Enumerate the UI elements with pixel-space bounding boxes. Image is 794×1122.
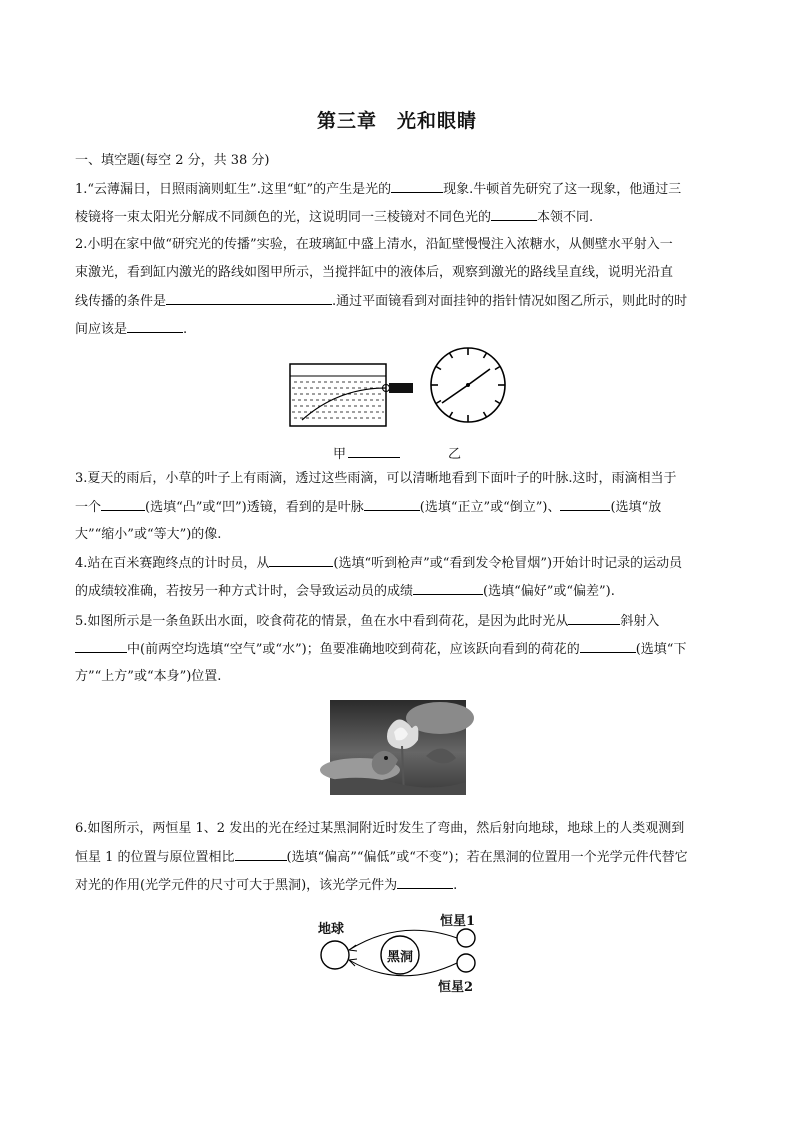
q6-text: (选填“偏高”“偏低”或“不变”)；若在黑洞的位置用一个光学元件代替它 — [286, 850, 688, 865]
clock-figure — [428, 345, 508, 425]
q2-text: 间应该是 — [75, 322, 128, 337]
q2-line-4 — [75, 320, 187, 339]
q3-text: (选填“放 — [610, 500, 662, 515]
q4-line-1 — [75, 554, 682, 573]
q6-text: 对光的作用(光学元件的尺寸可大于黑洞)，该光学元件为 — [75, 878, 398, 893]
q2-text: 线传播的条件是 — [75, 294, 167, 309]
q1-text: 本领不同. — [537, 210, 594, 225]
answer-blank[interactable] — [101, 498, 145, 511]
q3-text: (选填“凸”或“凹”)透镜，看到的是叶脉 — [145, 500, 364, 515]
q4-text: 4.站在百米赛跑终点的计时员，从 — [75, 556, 270, 571]
label-star-2: 恒星2 — [438, 980, 474, 995]
answer-blank[interactable] — [560, 498, 610, 511]
q1-text: 1.“云薄漏日，日照雨滴则虹生”.这里“虹”的产生是光的 — [75, 182, 392, 197]
figure-caption-jia: 甲 — [333, 443, 400, 462]
tank-figure — [288, 362, 418, 430]
answer-blank[interactable] — [491, 208, 537, 221]
section-heading: 一、填空题(每空 2 分，共 38 分) — [75, 153, 270, 168]
answer-blank[interactable] — [269, 554, 333, 567]
q6-line-3 — [75, 876, 457, 895]
page-title: 第三章 光和眼睛 — [316, 110, 477, 132]
q4-text: (选填“偏好”或“偏差”). — [483, 584, 615, 599]
label-earth: 地球 — [318, 922, 345, 937]
q6-text: . — [453, 878, 458, 893]
q6-text: 恒星 1 的位置与原位置相比 — [75, 850, 235, 865]
label-star-1: 恒星1 — [440, 914, 476, 929]
q3-line-3: 大”“缩小”或“等大”)的像. — [75, 527, 222, 542]
q5-text: 斜射入 — [620, 614, 660, 629]
q2-line-1: 2.小明在家中做“研究光的传播”实验，在玻璃缸中盛上清水，沿缸壁慢慢注入浓糖水，从侧壁水平射入一 — [75, 237, 673, 252]
answer-blank[interactable] — [235, 848, 287, 861]
answer-blank[interactable] — [75, 640, 127, 653]
q3-text: (选填“正立”或“倒立”)、 — [419, 500, 561, 515]
q3-text: 一个 — [75, 500, 102, 515]
label-black-hole: 黑洞 — [387, 950, 414, 965]
q6-line-2 — [75, 848, 688, 867]
answer-blank[interactable] — [348, 445, 400, 458]
answer-blank[interactable] — [166, 292, 332, 305]
q5-text: 5.如图所示是一条鱼跃出水面，咬食荷花的情景，鱼在水中看到荷花，是因为此时光从 — [75, 614, 569, 629]
figure-caption-yi: 乙 — [448, 447, 462, 462]
q1-line-2 — [75, 208, 593, 227]
q2-line-3 — [75, 292, 687, 311]
q4-line-2 — [75, 582, 615, 601]
answer-blank[interactable] — [397, 876, 453, 889]
q3-line-2 — [75, 498, 661, 517]
q2-line-2: 束激光，看到缸内激光的路线如图甲所示，当搅拌缸中的液体后，观察到激光的路线呈直线，说明光沿直 — [75, 265, 674, 280]
answer-blank[interactable] — [127, 320, 183, 333]
q2-text: . — [183, 322, 188, 337]
q4-text: (选填“听到枪声”或“看到发令枪冒烟”)开始计时记录的运动员 — [333, 556, 683, 571]
q5-line-1 — [75, 612, 659, 631]
q5-text: (选填“下 — [635, 642, 687, 657]
answer-blank[interactable] — [580, 640, 636, 653]
answer-blank[interactable] — [364, 498, 420, 511]
fish-lotus-photo — [330, 700, 466, 795]
q3-line-1: 3.夏天的雨后，小草的叶子上有雨滴，透过这些雨滴，可以清晰地看到下面叶子的叶脉.这时，雨滴相当于 — [75, 471, 677, 486]
q2-text: .通过平面镜看到对面挂钟的指针情况如图乙所示，则此时的时 — [332, 294, 688, 309]
q5-line-3: 方”“上方”或“本身”)位置. — [75, 669, 222, 684]
q6-line-1: 6.如图所示，两恒星 1、2 发出的光在经过某黑洞附近时发生了弯曲，然后射向地球，地球上的人类观测到 — [75, 821, 685, 836]
answer-blank[interactable] — [413, 582, 483, 595]
answer-blank[interactable] — [391, 180, 443, 193]
q4-text: 的成绩较准确，若按另一种方式计时，会导致运动员的成绩 — [75, 584, 414, 599]
q5-line-2 — [75, 640, 686, 659]
q1-line-1 — [75, 180, 681, 199]
q1-text: 现象.牛顿首先研究了这一现象，他通过三 — [443, 182, 682, 197]
q1-text: 棱镜将一束太阳光分解成不同颜色的光，这说明同一三棱镜对不同色光的 — [75, 210, 492, 225]
answer-blank[interactable] — [568, 612, 620, 625]
q5-text: 中(前两空均选填“空气”或“水”)；鱼要准确地咬到荷花，应该跃向看到的荷花的 — [127, 642, 580, 657]
